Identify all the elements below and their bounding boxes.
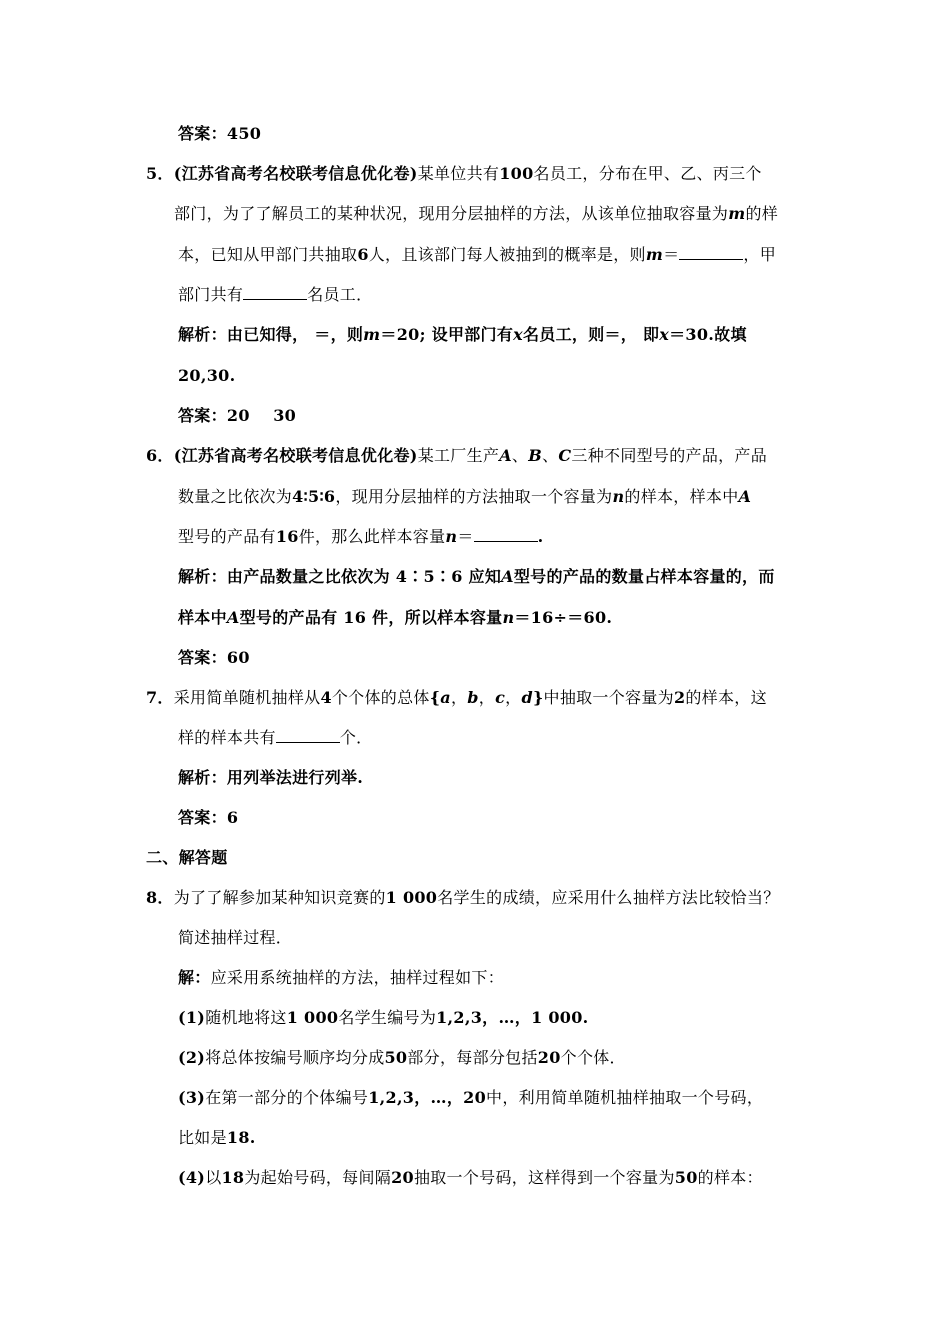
section-title: 二、解答题: [146, 848, 228, 867]
number: 20: [537, 1048, 561, 1067]
number: 100: [499, 164, 534, 183]
brace-open: {: [429, 688, 441, 707]
solution-text: 的样本：: [697, 1168, 763, 1187]
variable-m: m: [645, 245, 664, 264]
answer-text: 答案：60: [178, 648, 250, 667]
equals-sign: ＝: [663, 245, 680, 264]
question-5-line-2: [174, 204, 778, 224]
variable-m: m: [728, 204, 746, 223]
analysis-q5-line-1: [178, 325, 747, 345]
answer-q5: [178, 406, 296, 426]
section-heading: [146, 848, 228, 868]
analysis-text: 解析：用列举法进行列举.: [178, 768, 364, 787]
solution-text: 名学生编号为: [338, 1008, 437, 1027]
solution-text: 抽取一个号码，这样得到一个容量为: [413, 1168, 675, 1187]
step-number: (3): [178, 1088, 206, 1107]
solution-step-4: [178, 1168, 763, 1188]
solution-step-1: [178, 1008, 589, 1028]
analysis-q6-line-2: [178, 608, 612, 628]
question-text: 名学生的成绩，应采用什么抽样方法比较恰当？: [437, 888, 780, 907]
number: 6: [357, 245, 369, 264]
solution-intro: [178, 968, 504, 988]
question-source: (江苏省高考名校联考信息优化卷): [173, 164, 418, 183]
question-5-line-4: [178, 285, 372, 305]
solution-text: 随机地将这: [205, 1008, 287, 1027]
question-text: 简述抽样过程．: [178, 928, 293, 947]
separator: ，: [505, 688, 522, 707]
analysis-text: 样本中: [178, 608, 227, 627]
question-text: 名员工．: [307, 285, 373, 304]
solution-text: 中，利用简单随机抽样抽取一个号码，: [486, 1088, 764, 1107]
question-7-line-1: [146, 688, 767, 708]
question-6-line-1: [146, 446, 767, 466]
solution-label: 解：: [178, 968, 211, 987]
solution-step-3-line-1: [178, 1088, 763, 1108]
solution-text: 比如是: [178, 1128, 227, 1147]
set-element-b: b: [467, 688, 479, 707]
variable-m: m: [363, 325, 381, 344]
question-text: 的样: [745, 204, 779, 223]
question-text: 样的样本共有: [178, 728, 276, 747]
analysis-text: ＝30.故填: [669, 325, 747, 344]
ratio: 4∶5∶6: [292, 487, 336, 506]
question-text: 采用简单随机抽样从: [173, 688, 321, 707]
number-sequence: 1,2,3，…，20: [368, 1088, 487, 1107]
answer-q6: [178, 648, 250, 668]
separator: 、: [542, 446, 559, 465]
number: 50: [384, 1048, 408, 1067]
number: 18.: [226, 1128, 256, 1147]
number: 1 000: [385, 888, 438, 907]
answer-q4: [178, 124, 261, 144]
answer-q7: [178, 808, 238, 828]
question-5-line-3: [178, 245, 776, 265]
question-text: 数量之比依次为: [178, 487, 293, 506]
question-text: 名员工，分布在甲、乙、丙三个: [533, 164, 762, 183]
variable-c: C: [558, 446, 572, 465]
solution-text: 以: [205, 1168, 222, 1187]
question-number: 8．: [146, 888, 174, 907]
separator: ，: [478, 688, 496, 707]
answer-text: 答案：20 30: [178, 406, 297, 425]
separator: 、: [511, 446, 529, 465]
question-text: 某工厂生产: [417, 446, 500, 465]
analysis-text: ＝20; 设甲部门有: [380, 325, 514, 344]
question-text: 某单位共有: [417, 164, 500, 183]
set-element-a: a: [440, 688, 451, 707]
question-text: 的样本，样本中: [624, 487, 739, 506]
variable-b: B: [528, 446, 543, 465]
analysis-text: 名员工，则＝， 即: [523, 325, 660, 344]
solution-step-2: [178, 1048, 626, 1068]
question-text: 件，那么此样本容量: [298, 527, 446, 546]
variable-a: A: [501, 567, 514, 586]
answer-blank: [679, 245, 743, 260]
analysis-q5-line-2: [178, 366, 235, 386]
question-6-line-3: [178, 527, 544, 547]
variable-n: n: [502, 608, 515, 627]
analysis-text: ＝16÷＝60.: [514, 608, 613, 627]
question-text: ，现用分层抽样的方法抽取一个容量为: [335, 487, 613, 506]
question-6-line-2: [178, 487, 751, 507]
question-text: 本，已知从甲部门共抽取: [178, 245, 358, 264]
variable-a: A: [499, 446, 512, 465]
number: 4: [320, 688, 332, 707]
solution-text: 将总体按编号顺序均分成: [205, 1048, 385, 1067]
question-text: 人，且该部门每人被抽到的概率是，则: [368, 245, 646, 264]
number: 50: [674, 1168, 698, 1187]
analysis-q7: [178, 768, 363, 788]
question-text: 中抽取一个容量为: [543, 688, 674, 707]
solution-text: 部分，每部分包括: [407, 1048, 538, 1067]
question-8-line-1: [146, 888, 780, 908]
question-text: 三种不同型号的产品，产品: [571, 446, 768, 465]
analysis-q6-line-1: [178, 567, 775, 587]
question-text: 型号的产品有: [178, 527, 276, 546]
question-text: 个．: [339, 728, 373, 747]
variable-x: x: [659, 325, 670, 344]
answer-blank: [243, 285, 307, 300]
answer-blank: [474, 527, 538, 542]
set-element-c: c: [495, 688, 506, 707]
variable-a: A: [738, 487, 752, 506]
question-text: 的样本，这: [685, 688, 767, 707]
variable-a: A: [226, 608, 240, 627]
solution-text: 应采用系统抽样的方法，抽样过程如下：: [210, 968, 505, 987]
separator: ，: [450, 688, 468, 707]
number: 18: [221, 1168, 245, 1187]
number-sequence: 1,2,3，…，1 000.: [436, 1008, 589, 1027]
number: 2: [673, 688, 686, 707]
brace-close: }: [532, 688, 544, 707]
analysis-text: 20,30.: [178, 366, 236, 385]
variable-n: n: [612, 487, 625, 506]
equals-sign: ＝: [457, 527, 474, 546]
number: 20: [391, 1168, 414, 1187]
answer-text: 答案：6: [178, 808, 239, 827]
number: 1 000: [286, 1008, 339, 1027]
question-number: 7．: [146, 688, 174, 707]
answer-text: 答案：450: [178, 124, 262, 143]
step-number: (1): [178, 1008, 206, 1027]
solution-text: 个个体．: [560, 1048, 626, 1067]
question-source: (江苏省高考名校联考信息优化卷): [173, 446, 418, 465]
analysis-text: 解析：由已知得， ＝，则: [178, 325, 364, 344]
variable-x: x: [513, 325, 523, 344]
answer-blank: [276, 728, 340, 743]
period: .: [537, 527, 544, 546]
solution-step-3-line-2: [178, 1128, 256, 1148]
question-text: 为了了解参加某种知识竞赛的: [173, 888, 386, 907]
variable-n: n: [445, 527, 458, 546]
question-8-line-2: [178, 928, 292, 948]
question-5-line-1: [146, 164, 762, 184]
question-text: 部门，为了了解员工的某种状况，现用分层抽样的方法，从该单位抽取容量为: [174, 204, 729, 223]
question-text: 部门共有: [178, 285, 244, 304]
step-number: (4): [178, 1168, 206, 1187]
question-7-line-2: [178, 728, 372, 748]
solution-text: 在第一部分的个体编号: [205, 1088, 369, 1107]
solution-text: 为起始号码，每间隔: [244, 1168, 392, 1187]
question-text: 个个体的总体: [331, 688, 430, 707]
set-element-d: d: [521, 688, 533, 707]
analysis-text: 型号的产品的数量占样本容量的，而: [513, 567, 775, 586]
question-text: ，甲: [743, 245, 777, 264]
question-number: 5．: [146, 164, 174, 183]
analysis-text: 型号的产品有 16 件，所以样本容量: [239, 608, 503, 627]
number: 16: [275, 527, 299, 546]
analysis-text: 解析：由产品数量之比依次为 4∶5∶6 应知: [178, 567, 502, 586]
step-number: (2): [178, 1048, 206, 1067]
question-number: 6．: [146, 446, 174, 465]
